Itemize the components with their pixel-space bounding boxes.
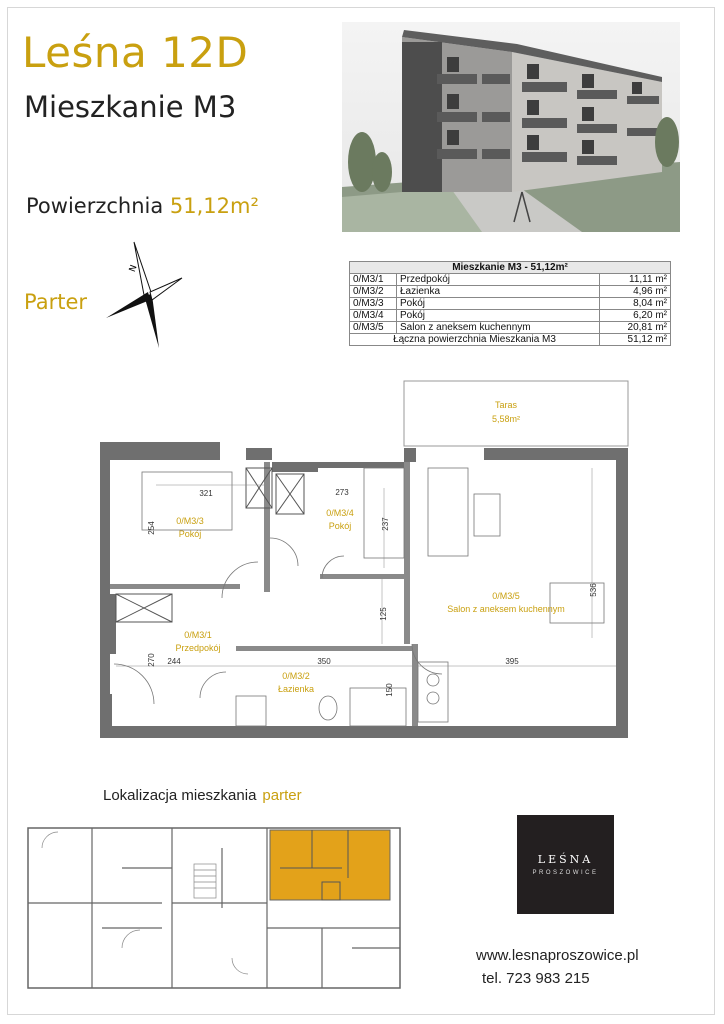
room-name: Salon z aneksem kuchennym (397, 322, 600, 334)
table-row (350, 286, 671, 298)
table-row (350, 298, 671, 310)
room-code: 0/M3/5 (350, 322, 397, 334)
apartment-name: Mieszkanie M3 (24, 90, 237, 124)
dimension-label: 270 (147, 653, 156, 667)
room-code-label: 0/M3/4 (326, 508, 354, 518)
room-area: 8,04 m² (600, 298, 671, 310)
dimension-label: 254 (147, 521, 156, 535)
logo-sub: PROSZOWICE (532, 870, 599, 876)
room-code: 0/M3/4 (350, 310, 397, 322)
room-name-label: Łazienka (277, 684, 315, 694)
phone-number[interactable]: tel. 723 983 215 (482, 970, 590, 987)
building-render-image (342, 22, 680, 232)
website-link[interactable]: www.lesnaproszowice.pl (476, 947, 639, 964)
room-code-label: 0/M3/5 (492, 591, 520, 601)
room-area: 6,20 m² (600, 310, 671, 322)
table-total-row (350, 334, 671, 346)
dimension-label: 125 (379, 607, 388, 621)
table-row (350, 322, 671, 334)
area-line (26, 194, 259, 218)
location-caption (103, 787, 302, 804)
site-plan (22, 808, 408, 994)
total-value: 51,12 m² (600, 334, 671, 346)
building-name: Leśna 12D (22, 28, 249, 77)
room-name-label: Pokój (178, 529, 202, 539)
room-code: 0/M3/3 (350, 298, 397, 310)
floor-label: Parter (24, 290, 88, 314)
dimension-label: 150 (385, 683, 394, 697)
rooms-table (349, 261, 671, 346)
dimension-label: 273 (335, 488, 349, 497)
terrace-area: 5,58m² (491, 414, 521, 424)
room-name-label: Pokój (328, 521, 352, 531)
room-name-label: Salon z aneksem kuchennym (447, 604, 565, 614)
room-name: Łazienka (397, 286, 600, 298)
compass-rose-icon (104, 240, 184, 350)
room-area: 4,96 m² (600, 286, 671, 298)
room-name: Pokój (397, 298, 600, 310)
dimension-label: 244 (167, 657, 181, 666)
room-code-label: 0/M3/2 (282, 671, 310, 681)
area-label: Powierzchnia (26, 194, 164, 218)
location-label: Lokalizacja mieszkania (103, 787, 257, 804)
dimension-label: 395 (505, 657, 519, 666)
terrace-label: Taras (494, 400, 518, 410)
room-area: 11,11 m² (600, 274, 671, 286)
table-row (350, 274, 671, 286)
area-value: 51,12m² (169, 194, 259, 218)
total-label: Łączna powierzchnia Mieszkania M3 (350, 334, 600, 346)
location-value: parter (262, 787, 302, 804)
floor-plan (96, 378, 636, 740)
room-name: Przedpokój (397, 274, 600, 286)
svg-text:N: N (127, 263, 140, 274)
room-area: 20,81 m² (600, 322, 671, 334)
dimension-label: 350 (317, 657, 331, 666)
room-name: Pokój (397, 310, 600, 322)
dimension-label: 536 (589, 583, 598, 597)
room-code: 0/M3/2 (350, 286, 397, 298)
room-name-label: Przedpokój (175, 643, 221, 653)
table-row (350, 310, 671, 322)
dimension-label: 237 (381, 517, 390, 531)
room-code: 0/M3/1 (350, 274, 397, 286)
room-code-label: 0/M3/1 (184, 630, 212, 640)
dimension-label: 321 (199, 489, 213, 498)
room-code-label: 0/M3/3 (176, 516, 204, 526)
rooms-table-title: Mieszkanie M3 - 51,12m² (350, 262, 671, 274)
logo-name: LEŚNA (537, 853, 594, 866)
brand-logo (517, 815, 614, 914)
